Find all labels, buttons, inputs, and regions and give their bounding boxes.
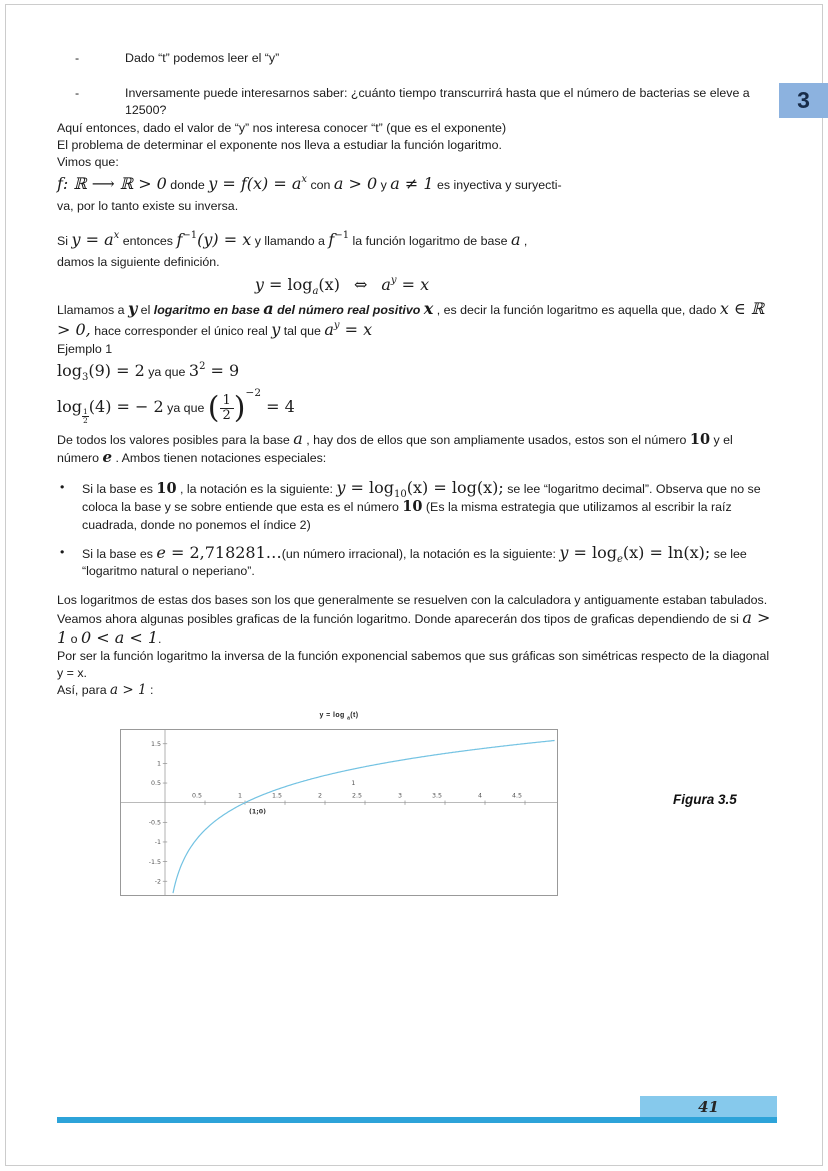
example-log-base3 [57,358,776,385]
math-segment: (x) = [622,542,668,562]
big-paren-open: ( [207,390,220,426]
example-log-base-half [57,385,776,430]
y-tick-label: 1.5 [150,741,161,749]
x-tick-label: 1.5 [271,792,282,800]
math-number-10: 10 [156,480,177,498]
math-segment: e [156,542,166,562]
math-segment: = 2,718281… [165,542,282,562]
fraction-numerator: 1 [83,406,88,416]
math-segment: = x [339,319,373,339]
text-segment: se lee “logaritmo natural o neperiano”. [82,546,747,579]
paragraph-asi-para [57,682,776,699]
text-segment: , [520,234,528,249]
math-superscript: −2 [245,386,261,399]
math-segment: (x); [476,478,504,498]
fraction [82,408,89,425]
figure-row [57,707,776,902]
plot-title-text: y = log [319,712,348,720]
paragraph: Aquí entonces, dado el valor de “y” nos interesa conocer “t” (que es el exponente) [57,120,507,135]
math-segment: a > 1 [57,608,771,647]
text-segment: Veamos ahora algunas posibles graficas de la función logaritmo. Donde aparecerán dos tipos de graficas dependiendo de si [57,612,743,627]
math-segment: = 4 [261,396,295,416]
math-subscript-fraction [82,406,89,425]
y-tick-label: -0.5 [148,819,161,827]
fraction [220,394,234,423]
text-segment: (un número irracional), la notación es la siguiente: [281,546,560,561]
text-segment: : [146,683,154,698]
list-item-text: Inversamente puede interesarnos saber: ¿cuánto tiempo transcurrirá hasta que el número de bacterias se eleve a 12500? [125,86,750,118]
bullet-item-decimal-log [57,479,776,534]
bullet-marker: • [60,544,65,559]
math-log-operator: log [57,360,82,380]
text-segment: entonces [119,234,177,249]
text-segment: ya que [163,400,208,415]
math-segment: x [423,298,434,318]
text-segment: y el número [57,432,733,466]
x-tick-label: 3 [397,792,402,800]
text-segment: hace corresponder el único real [90,323,272,338]
math-segment: (x) = [406,478,452,498]
paragraph: Vimos que: [57,155,119,170]
text-segment: ya que [144,364,189,379]
paragraph: Por ser la función logaritmo la inversa de la función exponencial sabemos que sus gráficas son simétricas respecto de la diagonal y = x. [57,648,770,681]
text-segment: . [158,631,162,646]
math-log-operator: log [57,396,82,416]
math-superscript: x [301,174,308,186]
y-tick-label: 1 [156,760,161,768]
math-log-operator: log [369,478,395,498]
text-segment: , la notación es la siguiente: [176,482,337,497]
math-segment: (4) = − 2 [88,396,164,416]
math-segment: x ∈ ℝ > 0, [57,298,765,339]
math-paragraph-inverse [57,227,776,271]
text-segment: y [377,178,391,193]
math-line-function-definition [57,171,776,198]
x-tick-label: 4 [477,792,482,800]
math-subscript: 10 [394,489,407,501]
math-subscript: 3 [82,371,89,383]
dash-marker: - [75,51,80,65]
math-segment: (x); [683,542,711,562]
text-segment: y llamando a [251,234,329,249]
y-tick-label: -2 [154,878,161,886]
math-line [57,227,776,254]
list-item [57,50,776,67]
bullet-marker: • [60,480,65,495]
math-number-e: e [102,448,113,467]
text-segment: con [307,178,334,193]
point-label: (1;0) [249,808,267,816]
fraction-denominator: 2 [83,415,88,425]
log-curve [173,741,555,894]
x-tick-label: 4.5 [511,792,522,800]
dash-marker: - [75,86,80,101]
math-segment: y = [254,274,288,294]
math-segment: (y) = x [197,230,252,250]
text-segment: , es decir la función logaritmo es aquella que, dado [433,302,720,317]
page-content [57,0,776,902]
math-subscript: a [312,285,319,297]
list-item-text: Dado “t” podemos leer el “y” [125,51,280,65]
fraction-denominator: 2 [222,408,231,424]
math-segment: = x [396,274,430,294]
math-superscript: 2 [199,360,206,372]
logarithm-definition-formula [57,272,627,299]
text-segment: o [67,631,81,646]
bullet-item-natural-log [57,544,776,580]
text-segment: la función logaritmo de base [349,234,511,249]
math-superscript: x [113,230,120,242]
math-segment: 3 [188,360,200,380]
fraction-numerator: 1 [220,394,234,409]
paragraph: damos la siguiente definición. [57,255,220,270]
math-segment: (x) [318,274,340,294]
text-segment: se lee “logaritmo decimal”. Observa que no se coloca la base y se sobre entiende que esta es el número [82,482,761,515]
math-segment: f [328,230,335,250]
math-segment: y = a [71,230,114,250]
math-segment: a > 1 [110,682,147,699]
log-function-plot [120,729,558,896]
math-segment: = 9 [205,360,240,380]
text-segment: Llamamos a [57,302,128,317]
math-segment: y = [336,478,370,498]
math-segment: (9) = 2 [88,360,145,380]
y-tick-label: -1 [154,839,161,847]
math-segment: 0 < a < 1 [80,627,159,647]
paragraph: va, por lo tanto existe su inversa. [57,199,239,214]
math-superscript: −1 [334,230,350,242]
text-segment: . Ambos tienen notaciones especiales: [112,451,327,466]
text-segment: el [137,302,154,317]
paragraph-bases [57,430,776,467]
paragraph-llamamos [57,299,776,341]
x-tick-label: 2.5 [351,792,362,800]
paragraph: El problema de determinar el exponente nos lleva a estudiar la función logaritmo. [57,137,502,152]
math-segment: a [263,298,274,318]
paragraph: Los logaritmos de estas dos bases son los que generalmente se resuelven con la calculadora y antiguamente estaban tabulados. [57,593,768,608]
text-segment: es inyectiva y suryecti- [433,178,562,193]
paragraph [57,609,776,647]
math-number-10: 10 [402,498,423,516]
math-segment: a ≠ 1 [390,174,434,194]
page-number-box [640,1096,777,1117]
list-item [57,85,776,119]
text-segment: Si la base es [82,546,157,561]
math-number-10: 10 [689,430,711,448]
plot-title-subscript: a [347,715,351,722]
x-tick-label: 0.5 [191,792,202,800]
math-segment: a [381,274,391,294]
math-log-operator: log [287,274,313,294]
x-tick-label: 3.5 [431,792,442,800]
text-segment: Si la base es [82,482,157,497]
x-tick-label: 2 [317,792,322,800]
math-segment: a [510,230,521,250]
math-segment: y [127,298,138,318]
plot-title-text: (t) [350,712,359,720]
text-segment: (Es la misma estrategia que utilizamos al escribir la raíz cuadrada, donde no ponemos el índice 2) [82,500,732,532]
math-log-operator: log [451,478,477,498]
chapter-number: 3 [797,87,810,113]
iff-arrow: ⇔ [353,274,368,294]
plot-annotation: 1 [351,780,356,788]
math-superscript: −1 [182,230,198,242]
text-segment: De todos los valores posibles para la base [57,432,294,447]
text-segment: donde [166,178,209,193]
x-tick-label: 1 [237,792,242,800]
math-segment: y = f(x) = a [208,174,302,194]
big-paren-close: ) [233,390,246,426]
page-number: 41 [698,1097,719,1116]
math-segment: a > 0 [333,174,378,194]
math-segment: f [176,230,183,250]
example-title: Ejemplo 1 [57,341,113,356]
math-log-operator: log [591,542,617,562]
text-segment: , hay dos de ellos que son ampliamente usados, estos son el número [302,432,690,447]
math-segment: f: ℝ ⟶ ℝ > 0 [57,174,167,194]
footer-rule [57,1117,777,1123]
chapter-badge [779,83,828,118]
y-tick-label: 0.5 [150,780,161,788]
emphasis-segment: del número real positivo [273,302,424,317]
math-segment: a [293,428,303,448]
math-ln-operator: ln [667,542,684,562]
closing-paragraphs [57,592,776,682]
figure-3-5 [120,707,558,896]
figure-caption: Figura 3.5 [673,792,737,808]
text-segment: Si [57,234,72,249]
text-segment: Así, para [57,683,111,698]
figure-plot-title [120,707,558,728]
math-segment: y [271,319,281,339]
math-segment: y = [559,542,592,562]
text-segment: tal que [280,323,325,338]
math-segment: a [324,319,334,339]
math-subscript: e [616,553,623,565]
math-superscript: y [333,319,340,331]
math-superscript: y [390,274,397,286]
y-tick-label: -1.5 [148,858,161,866]
emphasis-segment: logaritmo en base [153,302,264,317]
